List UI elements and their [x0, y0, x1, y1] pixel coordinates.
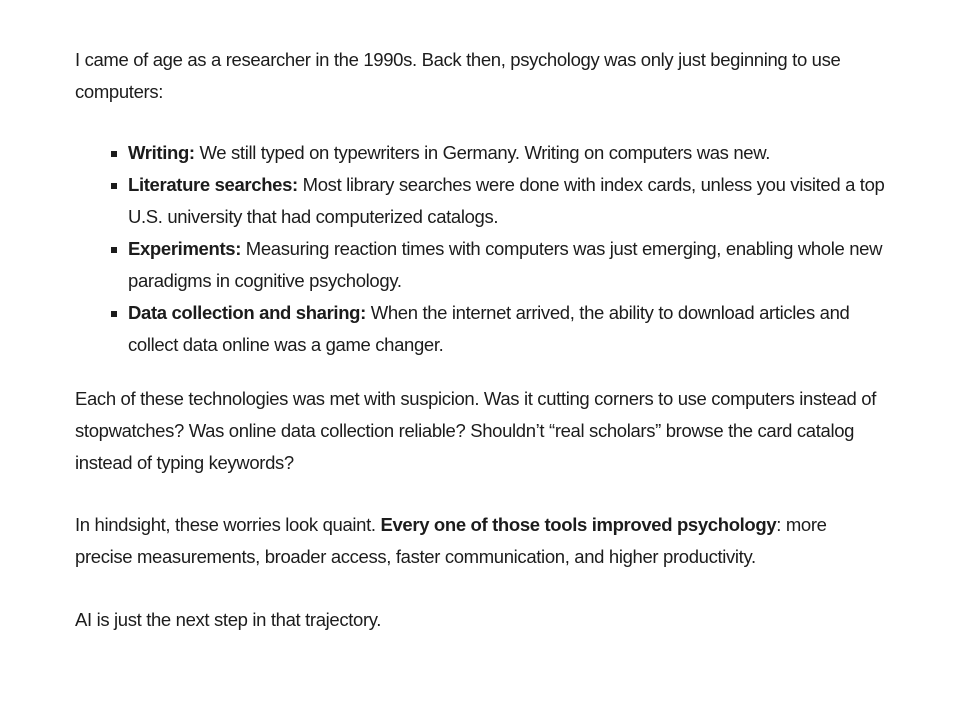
list-item-text: We still typed on typewriters in Germany. Writing on computers was new. [194, 142, 770, 163]
list-item-data-collection [128, 297, 887, 361]
article-body [75, 44, 887, 636]
list-item-text: When the internet arrived, the ability to download articles and collect data online was a game changer. [128, 302, 850, 355]
hindsight-paragraph [75, 509, 887, 573]
hindsight-text-before: In hindsight, these worries look quaint. [75, 514, 381, 535]
list-item-term: Experiments: [128, 238, 242, 259]
list-item-term: Writing: [128, 142, 195, 163]
suspicion-paragraph: Each of these technologies was met with suspicion. Was it cutting corners to use computers instead of stopwatches? Was online data collection reliable? Shouldn’t “real scholars” browse the card catalog instead of typing keywords? [75, 388, 876, 473]
list-item-text: Measuring reaction times with computers was just emerging, enabling whole new paradigms in cognitive psychology. [128, 238, 883, 291]
hindsight-text-after: : more precise measurements, broader access, faster communication, and higher productivity. [75, 514, 827, 567]
intro-paragraph: I came of age as a researcher in the 1990s. Back then, psychology was only just beginning to use computers: [75, 49, 841, 102]
list-item-term: Data collection and sharing: [128, 302, 366, 323]
list-item-term: Literature searches: [128, 174, 298, 195]
list-item-text: Most library searches were done with index cards, unless you visited a top U.S. university that had computerized catalogs. [128, 174, 885, 227]
list-item-writing [128, 137, 887, 169]
conclusion-paragraph: AI is just the next step in that trajectory. [75, 609, 382, 630]
hindsight-emphasis: Every one of those tools improved psychology [380, 514, 777, 535]
list-item-experiments [128, 233, 887, 297]
technology-list [75, 137, 887, 361]
list-item-literature-searches [128, 169, 887, 233]
